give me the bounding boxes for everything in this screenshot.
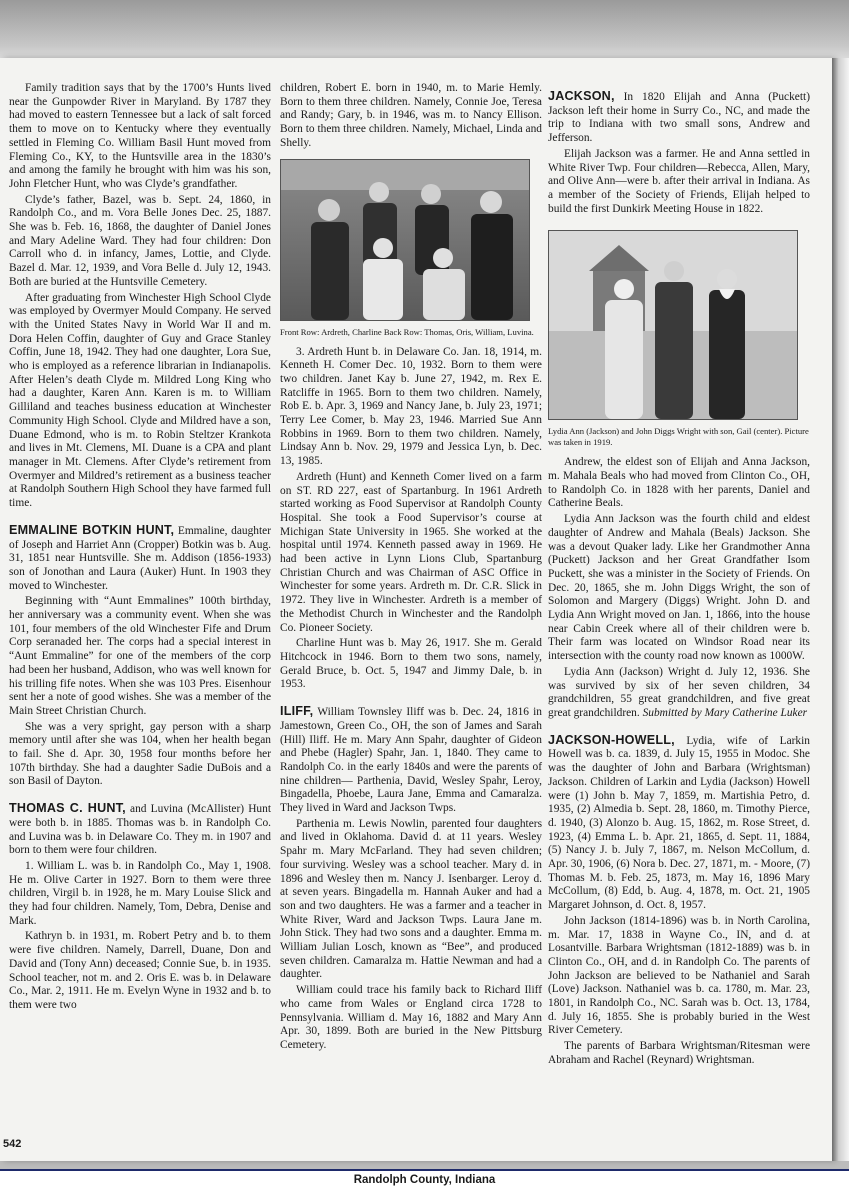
paragraph: 1. William L. was b. in Randolph Co., May 1, 1908. He m. Olive Carter in 1927. Born to them were three children, Virgil b. in 1928, he m. Mary Louise Slick and they had four children. Namely, Tom, Debra, Denise and Mark.	[9, 859, 271, 927]
entry-text: and Luvina (McAllister) Hunt were both b. in 1885. Thomas was b. in Randolph Co. and Luvina was b. in Delaware Co. They m. in 1907 and born to them were four children.	[9, 803, 271, 857]
entry-heading: ILIFF,	[280, 704, 314, 719]
hunt-family-photo	[280, 159, 530, 321]
entry-heading: JACKSON,	[548, 89, 615, 103]
paragraph: Family tradition says that by the 1700’s Hunts lived near the Gunpowder River in Maryland. By 1787 they had moved to eastern Tennessee but a lack of salt forced them to move on to Kentucky where they eventually settled in Fleming Co. William Basil Hunt moved from Fleming Co., KY, to the Huntsville area in the 1830’s and among the family he brought with him was his son, John Fletcher Hunt, who was Clyde’s grandfather.	[9, 82, 271, 190]
paragraph: Ardreth (Hunt) and Kenneth Comer lived on a farm on ST. RD 227, east of Spartanburg. In 1961 Ardreth started working as Food Supervisor at Randolph County Hospital. She took a Food Supervisor’s course at Michigan State University in 1965. She worked at the hospital until 1974. Kenneth passed away in 1969. He had been active in Lynn Lions Club, Spartanburg Christian Church and was Chairman of ASC Office in Winchester for some years. Ardreth m. Dr. C.R. Slick in 1972. They live in Winchester. Ardreth is a member of the Methodist Church in Winchester and the Randolph Co. Pioneer Society.	[280, 470, 542, 634]
footer-caption: Randolph County, Indiana	[0, 1169, 849, 1191]
paragraph: William could trace his family back to Richard Iliff who came from Wales or England circa 1728 to Pennsylvania. William d. May 16, 1882 and Mary Ann Apr. 30, 1899. Both are buried in the New Pittsburg Cemetery.	[280, 984, 542, 1051]
entry-jackson-howell	[548, 734, 810, 913]
paragraph: She was a very spright, gay person with a sharp memory until after she was 104, when her health began to fail. She d. Apr. 30, 1958 four months before her 107th birthday. She had a daughter Sadie DuBois and a son Basil of Dayton.	[9, 720, 271, 788]
entry-heading: JACKSON-HOWELL,	[548, 732, 675, 747]
paragraph-text: Lydia Ann (Jackson) Wright d. July 12, 1936. She was survived by six of her seven children, 34 grandchildren, 55 great grandchildren, and five great great grandchildren.	[548, 665, 810, 719]
entry-heading: EMMALINE BOTKIN HUNT,	[9, 522, 175, 537]
paragraph: Andrew, the eldest son of Elijah and Anna Jackson, m. Mahala Beals who had moved from Clinton Co., OH, to Randolph Co. in 1828 with her parents, Daniel and Catherine Beals.	[548, 456, 810, 510]
submitted-by: Submitted by Mary Catherine Luker	[639, 706, 808, 719]
column-3	[548, 90, 810, 1070]
wright-family-photo	[548, 230, 798, 420]
entry-text: William Townsley Iliff was b. Dec. 24, 1816 in Jamestown, Green Co., OH, the son of James and Sarah (Hill) Iliff. He m. Mary Ann Spahr, daughter of Gideon and Phebe (Hagler) Spahr, Jan. 1, 1840. They came to Randolph Co. in the early 1840s and were the parents of nine children— Parthenia, David, Wesley Spahr, Leroy, Bingadella, Phoebe, Laura Jane, Emma and Camaralza. They lived in Ward and Jackson Twps.	[280, 706, 542, 815]
column-1	[9, 82, 271, 1015]
entry-text: Lydia, wife of Larkin Howell was b. ca. 1839, d. July 15, 1955 in Modoc. She was the daughter of John and Barbara (Wrightsman) Jackson. Children of Larkin and Lydia (Jackson) Howell were (1) John b. May 7, 1859, m. Martishia Petro, d. 1935, (2) Almedia b. Sept. 28, 1860, m. Timothy Pierce, d. 1940, (3) Alonzo b. Aug. 15, 1862, m. Rose Street, d. 1923, (4) Emma L. b. Apr. 21, 1865, d. Sept. 11, 1884, (5) Nancy J. b. July 7, 1867, m. Nelson McCollum, d. Apr. 30, 1906, (6) Nora b. Dec. 27, 1871, m. - Moore, (7) Thomas M. b. Feb. 25, 1873, m. May 16, 1896 Mary McCollum, (8) Edd, b. Aug. 4, 1878, m. Oct. 21, 1905 Margaret Johnson, d. Oct. 8, 1957.	[548, 734, 810, 912]
paragraph: children, Robert E. born in 1940, m. to Marie Hemly. Born to them three children. Namely, Connie Joe, Teresa and Randy; Gary, b. in 1946, was m. to Nancy Ellison. Born to them three children. Namely, Michael, Linda and Shelly.	[280, 82, 542, 149]
paragraph: 3. Ardreth Hunt b. in Delaware Co. Jan. 18, 1914, m. Kenneth H. Comer Dec. 10, 1932. Born to them were two children. Janet Kay b. June 27, 1942, m. Rex E. Ratcliffe in 1965. Born to them two children. Namely, Rob E. b. Apr. 3, 1969 and Nancy Jane, b. July 23, 1971; Terry Lee Comer, b. May 23, 1946. Married Sue Ann Robbins in 1969. Born to them two children. Namely, Lindsay Ann b. Nov. 29, 1979 and Jessica Lyn, b. Dec. 13, 1985.	[280, 345, 542, 468]
paragraph: Lydia Ann Jackson was the fourth child and eldest daughter of Andrew and Mahala (Beals) Jackson. She was a devout Quaker lady. Like her Grandmother Anna (Puckett) Jackson and her Great Grandfather Isom Puckett, she was a minister in the Society of Friends. On Dec. 20, 1865, she m. John Diggs Wright, the son of Solomon and Margery (Diggs) Wright. John D. and Lydia Ann Wright moved on Jan. 1, 1866, into the house near Cabin Creek where all of their children were b. Their farm was located on Windsor Road near its intersection with the county road now known as 1000W.	[548, 513, 810, 663]
page-number: 542	[3, 1138, 22, 1150]
entry-text: In 1820 Elijah and Anna (Puckett) Jackson left their home in Surry Co., NC, and made the trip to Indiana with two small sons, Andrew and Jefferson.	[548, 91, 810, 145]
paragraph: Parthenia m. Lewis Nowlin, parented four daughters and lived in Oklahoma. David d. at 11 years. Wesley Spahr m. Mary McFarland. They had seven children; four surviving. Wesley was a school teacher. Mary d. in 1896 and Wesley then m. Nancy J. Isenbarger. Leroy d. at seven years. Bingadella m. Hannah Auker and had a son and two daughters. He was a farmer and a teacher in White River, Ward and Jackson Twps. Laura Jane m. John Stick. They had two sons and a daughter. Emma m. William Julian Losch, known as “Bee”, and produced seven children. Camaralza m. Hattie Newman and had a daughter.	[280, 817, 542, 981]
entry-thomas-c-hunt	[9, 802, 271, 858]
entry-jackson	[548, 90, 810, 146]
paragraph: Elijah Jackson was a farmer. He and Anna settled in White River Twp. Four children—Rebecca, Allen, Mary, and Olive Ann—were b. after their arrival in Indiana. As a member of the Society of Friends, Elijah helped to build the first Dunkirk Meeting House in 1822.	[548, 147, 810, 215]
paragraph: Clyde’s father, Bazel, was b. Sept. 24, 1860, in Randolph Co., and m. Vora Belle Jones Dec. 25, 1887. She was b. Feb. 16, 1868, the daughter of Daniel Jones and Mary Adeline Ward. They had four children: Don Carroll who d. in infancy, James, Lottie, and Clyde. Bazel d. Mar. 12, 1939, and Vora Belle d. July 12, 1943. Both are buried at the Huntsville Cemetery.	[9, 193, 271, 288]
paragraph: The parents of Barbara Wrightsman/Ritesman were Abraham and Rachel (Reynard) Wrightsman.	[548, 1040, 810, 1066]
paragraph: Charline Hunt was b. May 26, 1917. She m. Gerald Hitchcock in 1946. Born to them two sons, namely, Gerald Bruce, b. Oct. 5, 1947 and Jimmy Dale, b. in 1953.	[280, 637, 542, 691]
photo-caption: Lydia Ann (Jackson) and John Diggs Wright with son, Gail (center). Picture was taken in 1919.	[548, 426, 809, 448]
page-edge-shadow	[832, 58, 849, 1161]
photo-caption: Front Row: Ardreth, Charline Back Row: Thomas, Oris, William, Luvina.	[280, 326, 534, 337]
paragraph: John Jackson (1814-1896) was b. in North Carolina, m. Mar. 17, 1838 in Wayne Co., IN, and d. at Losantville. Barbara Wrightsman (1812-1889) was b. in Clinton Co., OH, and d. in Randolph Co. The parents of John Jackson are believed to be Nathaniel and Sarah (Love) Jackson. Nathaniel was b. ca. 1780, m. Mar. 23, 1801, in Randolph Co., NC. Sarah was b. Oct. 13, 1784, d. July 16, 1855. She is probably buried in the West River Cemetery.	[548, 914, 810, 1037]
paragraph: Kathryn b. in 1931, m. Robert Petry and b. to them were five children. Namely, Darrell, Duane, Don and David and (Tony Ann) deceased; Connie Sue, b. in 1935. School teacher, not m. and 2. Oris E. was b. in Delaware Co., Mar. 2, 1911. He m. Evelyn Wyne in 1932 and b. to them were two	[9, 930, 271, 1011]
paragraph: After graduating from Winchester High School Clyde was employed by Overmyer Mould Company. He served with the United States Navy in World War II and m. Dora Helen Coffin, daughter of Guy and Grace Stanley Coffin, June 18, 1942. They had one daughter, Lora Sue, who is employed as a reference librarian in Indianapolis. After Helen’s death Clyde m. Mildred Long King who had a daughter, Karen Ann. Karen is m. to William Gilliland and teaches business education at Winchester Community High School. Clyde and Mildred have a son, Duane Edmond, who is m. to Robin Steltzer Krankota and lives in Mt. Clemens, MI. Duane is a CPA and plant manager in Mt. Clemens. After Clyde’s retirement from Overmyer and Mildred’s retirement as a business teacher at Randolph Southern High School they have farmed full time.	[9, 291, 271, 510]
paragraph	[548, 666, 810, 721]
entry-text: Emmaline, daughter of Joseph and Harriet Ann (Cropper) Botkin was b. Aug. 31, 1851 near Huntsville. She m. Addison (1856-1933) son of Jonothan and Laura (Auker) Hunt. In 1903 they moved to Winchester.	[9, 524, 271, 592]
entry-emmaline-botkin-hunt	[9, 524, 271, 594]
paragraph: Beginning with “Aunt Emmalines” 100th birthday, her anniversary was a community event. When she was 101, four members of the old Winchester Fife and Drum Corp seranaded her. The corps had a special interest in “Aunt Emmaline” for one of the members of the corp had been her husband, Addison, who was well known for his trilling fife notes. When she was 103 Pres. Eisenhour sent her a note of good wishes. She was a member of the Main Street Christian Church.	[9, 595, 271, 717]
entry-iliff	[280, 705, 542, 816]
column-2	[280, 82, 542, 1055]
entry-heading: THOMAS C. HUNT,	[9, 801, 126, 816]
scan-top-margin	[0, 0, 849, 66]
